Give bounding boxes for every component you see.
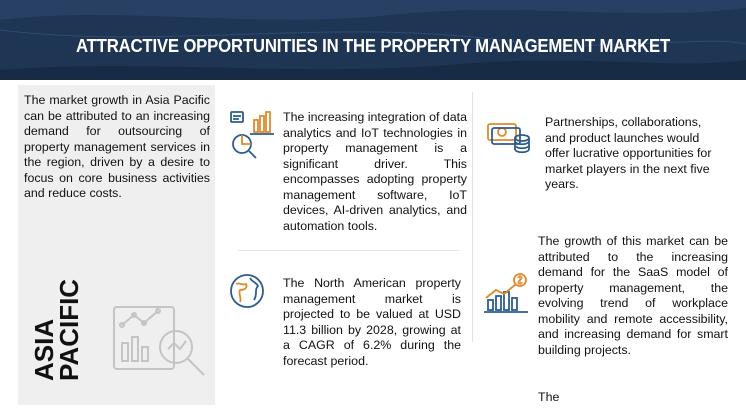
region-label xyxy=(29,278,84,381)
divider xyxy=(472,92,473,342)
region-label-line2: PACIFIC xyxy=(54,278,84,381)
data-analytics-icon xyxy=(228,108,278,162)
growth-chart-icon xyxy=(482,272,530,316)
region-description: The market growth in Asia Pacific can be attributed to an increasing demand for outsourcing of property management services in the region, driven by a desire to focus on core business activities and reduce costs. xyxy=(24,93,210,200)
insight-text-3: Partnerships, collaborations, and product launches would offer lucrative opportunities for market players in the next five years. xyxy=(545,115,712,191)
divider xyxy=(238,250,460,251)
globe-icon xyxy=(228,272,266,310)
insight-text-4: The growth of this market can be attributed to the increasing demand for the SaaS model of property management, the evolving trend of workplace mobility and remote accessibility, and increasing demand for smart building projects. xyxy=(538,234,728,357)
region-label-line1: ASIA xyxy=(29,318,59,381)
page-title: ATTRACTIVE OPPORTUNITIES IN THE PROPERTY MANAGEMENT MARKET xyxy=(75,36,671,56)
money-coins-icon xyxy=(486,116,532,156)
analytics-magnifier-icon xyxy=(106,303,216,383)
insight-text-5: The xyxy=(538,390,560,404)
region-panel xyxy=(18,85,215,405)
insight-text-1: The increasing integration of data analytics and IoT technologies in property management is a significant driver. This encompasses adopting property management software, IoT devices, AI-driven analytics, and automation tools. xyxy=(283,110,467,233)
insight-text-2: The North American property management market is projected to be valued at USD 11.3 billion by 2028, growing at a CAGR of 6.2% during the forecast period. xyxy=(283,276,461,368)
header-banner xyxy=(0,0,746,80)
